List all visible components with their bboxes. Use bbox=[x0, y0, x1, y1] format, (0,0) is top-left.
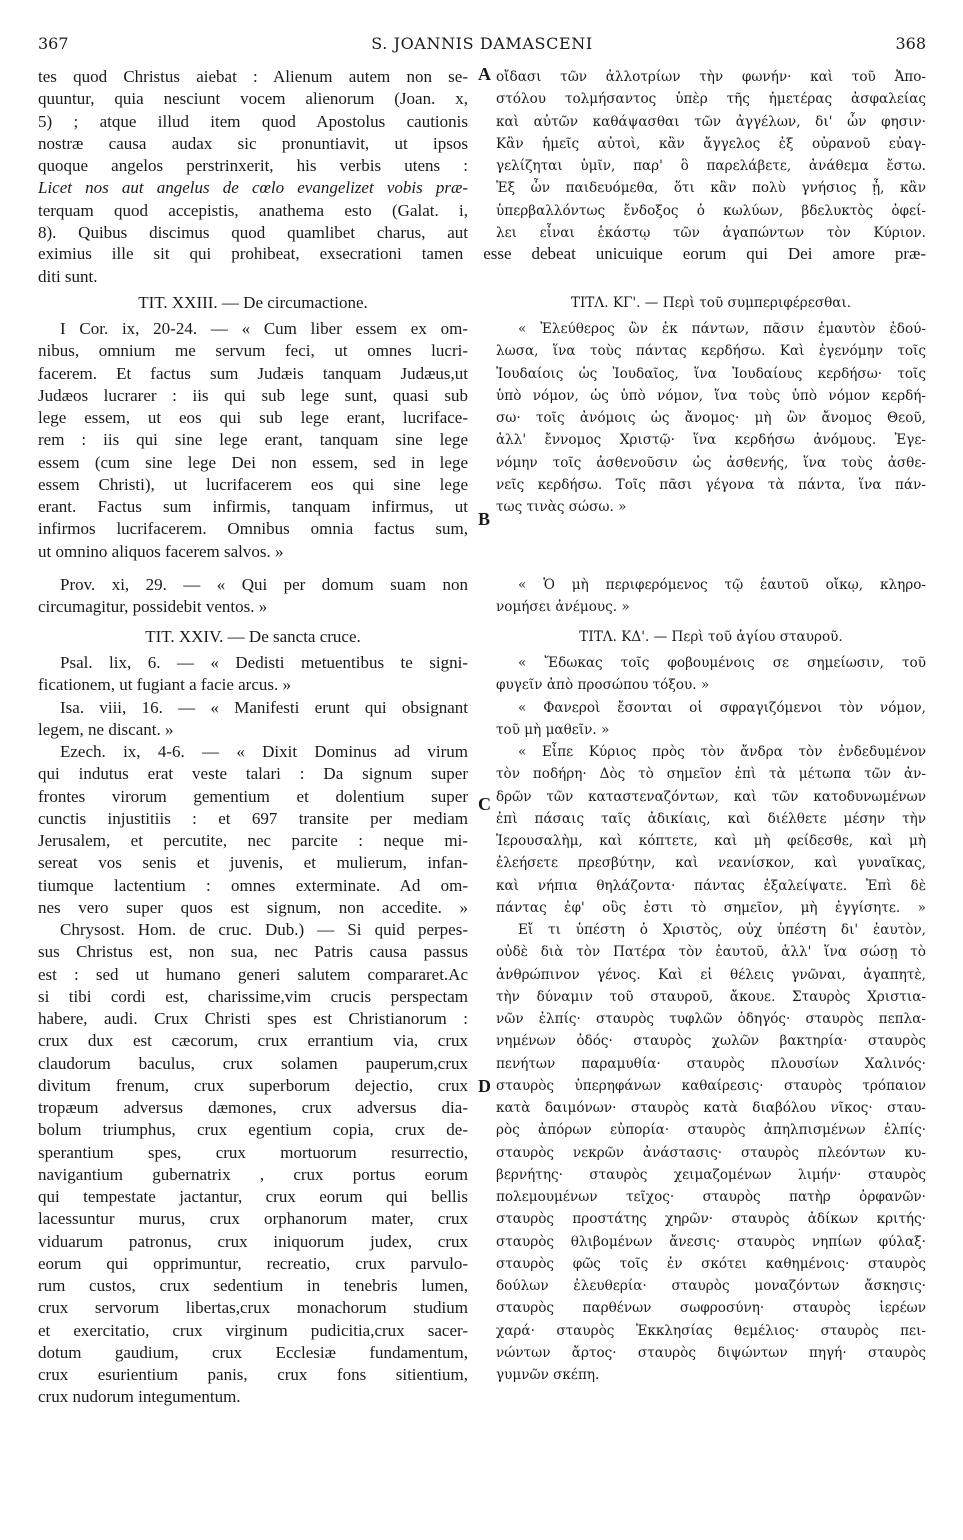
greek-line: Ἐξ ὧν παιδευόμεθα, ὅτι κἂν πολὺ γνήσιος ᾖ, κἂν bbox=[496, 180, 926, 197]
page-header bbox=[38, 34, 926, 58]
latin-line: I Cor. ix, 20-24. — « Cum liber essem ex om- bbox=[60, 319, 468, 338]
greek-top-block bbox=[496, 66, 926, 244]
latin-line: crux nudorum integumentum. bbox=[38, 1387, 241, 1407]
latin-line: claudorum baculus, crux solamen pauperum,crux bbox=[38, 1053, 468, 1073]
greek-line: Κἂν ἡμεῖς αὐτοὶ, κἂν ἄγγελος ἐξ οὐρανοῦ εὐαγ- bbox=[496, 135, 926, 152]
latin-line: qui indutus erat veste talari : Da signum super bbox=[38, 764, 468, 784]
greek-line: πολεμουμένων τεῖχος· σταυρὸς πατὴρ ὀρφανῶν· bbox=[496, 1189, 926, 1205]
latin-line: essem Christi), ut lucrifacerem eos qui sine lege bbox=[38, 474, 468, 494]
latin-top-block bbox=[38, 66, 468, 244]
greek-line: σταυρὸς θλιβομένων ἄνεσις· σταυρὸς νηπίων φύλαξ· bbox=[496, 1233, 926, 1250]
greek-line: σταυρὸς φῶς τοῖς ἐν σκότει καθημένοις· σταυρὸς bbox=[496, 1255, 926, 1272]
greek-line: γυμνῶν σκέπη. bbox=[496, 1367, 600, 1383]
greek-line: « Εἶπε Κύριος πρὸς τὸν ἄνδρα τὸν ἐνδεδυμένον bbox=[518, 744, 926, 760]
greek-line: νεῖς κερδήσω. Τοῖς πᾶσι γέγονα τὰ πάντα, ἵνα πάν- bbox=[496, 476, 926, 493]
greek-cross-block bbox=[496, 652, 926, 1386]
greek-title-23-block bbox=[496, 292, 926, 314]
latin-line: sus Christus est, non sua, nec Patris causa passus bbox=[38, 942, 468, 962]
latin-line: terquam quod accepistis, anathema esto (Galat. i, bbox=[38, 200, 468, 220]
greek-line: « Ὁ μὴ περιφερόμενος τῷ ἑαυτοῦ οἴκῳ, κληρο- bbox=[518, 577, 926, 593]
latin-line: tiumque lactentium : omnes exterminate. Ad om- bbox=[38, 875, 468, 895]
latin-line: sperantium spes, crux mortuorum resurrectio, bbox=[38, 1142, 468, 1162]
section-title-greek-24: ΤΙΤΛ. ΚΔ'. — Περὶ τοῦ ἁγίου σταυροῦ. bbox=[579, 629, 843, 645]
greek-line: Ἱερουσαλὴμ, καὶ κόπτετε, καὶ μὴ φείδεσθε, καὶ μὴ bbox=[496, 833, 926, 849]
latin-line: rem : iis qui sine lege erant, tanquam sine lege bbox=[38, 430, 468, 450]
latin-line: legem, ne discant. » bbox=[38, 719, 174, 739]
latin-line: erant. Factus sum infirmis, tanquam infirmus, ut bbox=[38, 497, 468, 516]
section-title-latin-24: TIT. XXIV. — De sancta cruce. bbox=[145, 627, 361, 646]
latin-title-23-block bbox=[38, 292, 468, 314]
greek-line: Ἰουδαίοις ὡς Ἰουδαῖος, ἵνα Ἰουδαίους κερδήσω· τοῖς bbox=[496, 365, 926, 382]
latin-line: crux esurientium panis, crux fons sitientium, bbox=[38, 1365, 468, 1384]
latin-line: frontes virorum gementium et dolentium super bbox=[38, 786, 468, 806]
latin-cross-block bbox=[38, 652, 468, 1409]
greek-cor-block bbox=[496, 318, 926, 518]
latin-line: qui tempestate jactantur, crux eorum qui bellis bbox=[38, 1187, 468, 1206]
greek-line: βερνήτης· σταυρὸς χειμαζομένων λιμήν· σταυρὸς bbox=[496, 1166, 926, 1183]
latin-line: Ezech. ix, 4-6. — « Dixit Dominus ad virum bbox=[60, 742, 468, 761]
latin-line: Chrysost. Hom. de cruc. Dub.) — Si quid perpes- bbox=[60, 920, 468, 939]
greek-line: σταυρὸς ὑπερηφάνων καθαίρεσις· σταυρὸς τρόπαιον bbox=[496, 1077, 926, 1094]
latin-line: Judæos lucrarer : iis qui sub lege sunt, quasi sub bbox=[38, 385, 468, 405]
greek-line: τοῦ μὴ μαθεῖν. » bbox=[496, 721, 610, 738]
greek-line: λει εἶναι ἑκάστῳ τῶν ἀγαπώντων τὸν Κύριον. bbox=[496, 224, 926, 241]
latin-line: sereat vos senis et juvenis, et mulierum, infan- bbox=[38, 853, 468, 873]
greek-title-24-block bbox=[496, 626, 926, 648]
latin-line: ut omnino aliquos facerem salvos. » bbox=[38, 541, 284, 561]
page-number-right: 368 bbox=[895, 34, 926, 53]
latin-title-24-block bbox=[38, 626, 468, 648]
latin-line: navigantium gubernatrix , crux portus eorum bbox=[38, 1164, 468, 1184]
greek-line: ὑπὸ νόμον, ὡς ὑπὸ νόμον, ἵνα τοὺς ὑπὸ νόμον κερδή- bbox=[496, 387, 926, 404]
latin-line: quoque angelos perstrinxerit, his verbis utens : bbox=[38, 156, 468, 175]
latin-line: Jerusalem, et percutite, nec parcite : neque mi- bbox=[38, 831, 468, 850]
greek-line: τως τινὰς σώσω. » bbox=[496, 499, 627, 515]
greek-line: νομήσει ἀνέμους. » bbox=[496, 599, 630, 616]
latin-line: crux servorum libertas,crux monachorum studium bbox=[38, 1298, 468, 1318]
greek-line: ἐπὶ πάσαις ταῖς ἀδικίαις, καὶ διέλθετε μέσην τὴν bbox=[496, 810, 926, 827]
greek-line: καὶ αὐτῶν καθάψασθαι τῶν ἀγγέλων, δι' ὧν φησιν· bbox=[496, 113, 926, 130]
latin-continuation bbox=[38, 266, 468, 288]
greek-line: κατὰ δαιμόνων· σταυρὸς κατὰ διαβόλου νῖκος· σταυ- bbox=[496, 1100, 926, 1116]
greek-line: σταυρὸς προστάτης χηρῶν· σταυρὸς ἀδίκων κριτής· bbox=[496, 1211, 926, 1228]
margin-letter-d: D bbox=[478, 1076, 491, 1096]
greek-line: οἴδασι τῶν ἀλλοτρίων τὴν φωνήν· καὶ τοῦ Ἀπο- bbox=[496, 69, 926, 85]
latin-line: bolum triumphus, crux egentium copia, crux de- bbox=[38, 1120, 468, 1140]
greek-line: σταυρὸς παρθένων σωφροσύνη· σταυρὸς ἱερέων bbox=[496, 1300, 926, 1317]
running-title: S. JOANNIS DAMASCENI bbox=[371, 34, 593, 53]
latin-line: eorum qui opprimuntur, recreatio, crux parvulo- bbox=[38, 1253, 468, 1273]
greek-line: Εἴ τι ὑπέστη ὁ Χριστὸς, οὐχ ὑπέστη δι' ἑαυτὸν, bbox=[518, 922, 926, 938]
latin-line: lege essem, ut eos qui sub lege erant, lucriface- bbox=[38, 408, 468, 427]
greek-line: σταυρὸς νεκρῶν ἀνάστασις· σταυρὸς πλεόντων κυ- bbox=[496, 1144, 926, 1161]
margin-letter-c: C bbox=[478, 794, 491, 814]
greek-line: πενήτων παραμυθία· σταυρὸς πλουσίων Χαλινός· bbox=[496, 1055, 926, 1072]
latin-line: dotum gaudium, crux Ecclesiæ fundamentum, bbox=[38, 1342, 468, 1362]
latin-line: est : sed ut humano generi salutem compararet.Ac bbox=[38, 964, 468, 984]
latin-line: Licet nos aut angelus de cœlo evangelizet vobis præ- bbox=[38, 178, 468, 198]
latin-line: nes vero super quos est signum, non accedite. » bbox=[38, 897, 468, 917]
section-title-greek-23: ΤΙΤΛ. ΚΓ'. — Περὶ τοῦ συμπεριφέρεσθαι. bbox=[570, 295, 852, 311]
latin-line: circumagitur, possidebit ventos. » bbox=[38, 597, 268, 617]
greek-line: ρὸς ἀπόρων εὐπορία· σταυρὸς ἀπηλπισμένων ἐλπίς· bbox=[496, 1122, 926, 1139]
latin-line: et exercitatio, crux virginum pudicitia,crux sacer- bbox=[38, 1320, 468, 1340]
latin-line: rum custos, crux sedentium in tenebris lumen, bbox=[38, 1276, 468, 1295]
latin-line: Prov. xi, 29. — « Qui per domum suam non bbox=[60, 575, 468, 594]
greek-line: τὴν δύναμιν τοῦ σταυροῦ, ἄκουε. Σταυρὸς Χριστια- bbox=[496, 988, 926, 1005]
greek-line: οὐδὲ διὰ τὸν Πατέρα τὸν ἑαυτοῦ, ἀλλ' ἵνα σώσῃ τὸ bbox=[496, 944, 926, 961]
latin-line: quuntur, quia nesciunt vocem alienorum (Joan. x, bbox=[38, 89, 468, 109]
section-title-latin-23: TIT. XXIII. — De circumactione. bbox=[138, 293, 368, 312]
greek-line: λωσα, ἵνα τοὺς πάντας κερδήσω. Καὶ ἐγενόμην τοῖς bbox=[496, 343, 926, 360]
page-number-left: 367 bbox=[38, 34, 69, 53]
greek-line: νώντων ἄρτος· σταυρὸς διψώντων πηγή· σταυρὸς bbox=[496, 1344, 926, 1361]
greek-line: γελίζηται ὑμῖν, παρ' ὃ παρελάβετε, ἀνάθεμα ἔστω. bbox=[496, 158, 926, 174]
greek-line: ἀλλ' ἔννομος Χριστῷ· ἵνα κερδήσω ἀνόμους. Ἐγε- bbox=[496, 432, 926, 449]
latin-line: ficationem, ut fugiant a facie arcus. » bbox=[38, 675, 291, 695]
latin-cor-block bbox=[38, 318, 468, 563]
latin-line: lacessuntur murus, crux orphanorum mater, crux bbox=[38, 1209, 468, 1229]
latin-line: diti sunt. bbox=[38, 267, 98, 286]
greek-line: ἐλεήσετε πρεσβύτην, καὶ νεανίσκον, καὶ γυναῖκας, bbox=[496, 855, 926, 872]
latin-line: nibus, omnium me servum feci, ut omnes lucri- bbox=[38, 341, 468, 361]
latin-line: Psal. lix, 6. — « Dedisti metuentibus te signi- bbox=[60, 653, 468, 672]
latin-line: si tibi cordi est, charissime,vim crucis perspectam bbox=[38, 986, 468, 1006]
greek-line: φυγεῖν ἀπὸ προσώπου τόξου. » bbox=[496, 677, 710, 694]
latin-line: divitum frenum, crux superborum dejectio, crux bbox=[38, 1075, 468, 1095]
latin-line: cunctis injustitiis : et 697 transite per mediam bbox=[38, 808, 468, 828]
latin-prov-block bbox=[38, 574, 468, 619]
latin-line: facerem. Et factus sum Judæis tanquam Judæus,ut bbox=[38, 363, 468, 383]
full-width-line: eximius ille sit qui prohibeat, exsecrationi tamen esse debeat unicuique eorum qui Dei amore præ- bbox=[38, 244, 926, 263]
greek-line: « Φανεροὶ ἔσονται οἱ σφραγιζόμενοι τὸν νόμον, bbox=[518, 699, 926, 716]
greek-line: νόμην τοῖς ἀσθενοῦσιν ὡς ἀσθενής, ἵνα τοὺς ἀσθε- bbox=[496, 454, 926, 471]
greek-line: ἀνθρώπινον γένος. Καὶ εἰ θέλεις γνῶναι, ἀγαπητὲ, bbox=[496, 966, 926, 983]
latin-line: habere, audi. Crux Christi spes est Christianorum : bbox=[38, 1009, 468, 1028]
latin-line: nostræ causa audax sic pronuntiavit, ut ipsos bbox=[38, 133, 468, 153]
greek-line: « Ἔδωκας τοῖς φοβουμένοις σε σημείωσιν, τοῦ bbox=[518, 655, 926, 671]
latin-line: tes quod Christus aiebat : Alienum autem non se- bbox=[38, 67, 468, 86]
greek-line: νῶν ἐλπίς· σταυρὸς τυφλῶν ὁδηγός· σταυρὸς πεπλα- bbox=[496, 1011, 926, 1027]
latin-line: tropæum adversus dæmones, crux adversus dia- bbox=[38, 1098, 468, 1117]
latin-line: viduarum patronus, crux iniquorum judex, crux bbox=[38, 1231, 468, 1251]
latin-line: 5) ; atque illud item quod Apostolus cautionis bbox=[38, 111, 468, 131]
greek-line: καὶ νήπια θηλάζοντα· πάντας ἐξαλείψατε. Ἐπὶ δὲ bbox=[496, 877, 926, 894]
margin-letter-a: A bbox=[478, 64, 491, 84]
greek-prov-block bbox=[496, 574, 926, 619]
greek-line: χαρά· σταυρὸς Ἐκκλησίας θεμέλιος· σταυρὸς πει- bbox=[496, 1322, 926, 1339]
greek-line: ὑπερβαλλόντως ἔνδοξος ὁ κωλύων, βδελυκτὸς ὀφεί- bbox=[496, 202, 926, 219]
greek-line: σω· τοῖς ἀνόμοις ὡς ἄνομος· μὴ ὢν ἄνομος Θεοῦ, bbox=[496, 410, 926, 426]
latin-line: Isa. viii, 16. — « Manifesti erunt qui obsignant bbox=[60, 697, 468, 717]
greek-line: νημένων ὁδός· σταυρὸς χωλῶν βακτηρία· σταυρὸς bbox=[496, 1033, 926, 1050]
margin-letter-b: B bbox=[478, 509, 491, 529]
greek-line: πάντας ἐφ' οὓς ἐστι τὸ σημεῖον, μὴ ἐγγίσητε. » bbox=[496, 899, 926, 916]
greek-line: δούλων ἐλευθερία· σταυρὸς μοναζόντων ἄσκησις· bbox=[496, 1278, 926, 1294]
greek-line: στόλου τολμήσαντος ὑπὲρ τῆς ἡμετέρας ἀσφαλείας bbox=[496, 91, 926, 108]
greek-line: τὸν ποδήρη· Δὸς τὸ σημεῖον ἐπὶ τὰ μέτωπα τῶν ἀν- bbox=[496, 766, 926, 783]
greek-line: « Ἐλεύθερος ὢν ἐκ πάντων, πᾶσιν ἐμαυτὸν ἐδού- bbox=[518, 321, 926, 337]
greek-line: δρῶν τῶν καταστεναζόντων, καὶ τῶν κατοδυνωμένων bbox=[496, 788, 926, 805]
latin-line: essem (cum sine lege Dei non essem, sed in lege bbox=[38, 452, 468, 472]
latin-line: infirmos lucrifacerem. Omnibus omnia factus sum, bbox=[38, 519, 468, 539]
latin-line: crux dux est cæcorum, crux errantium via, crux bbox=[38, 1031, 468, 1051]
latin-line: 8). Quibus discimus quod quamlibet charus, aut bbox=[38, 222, 468, 242]
